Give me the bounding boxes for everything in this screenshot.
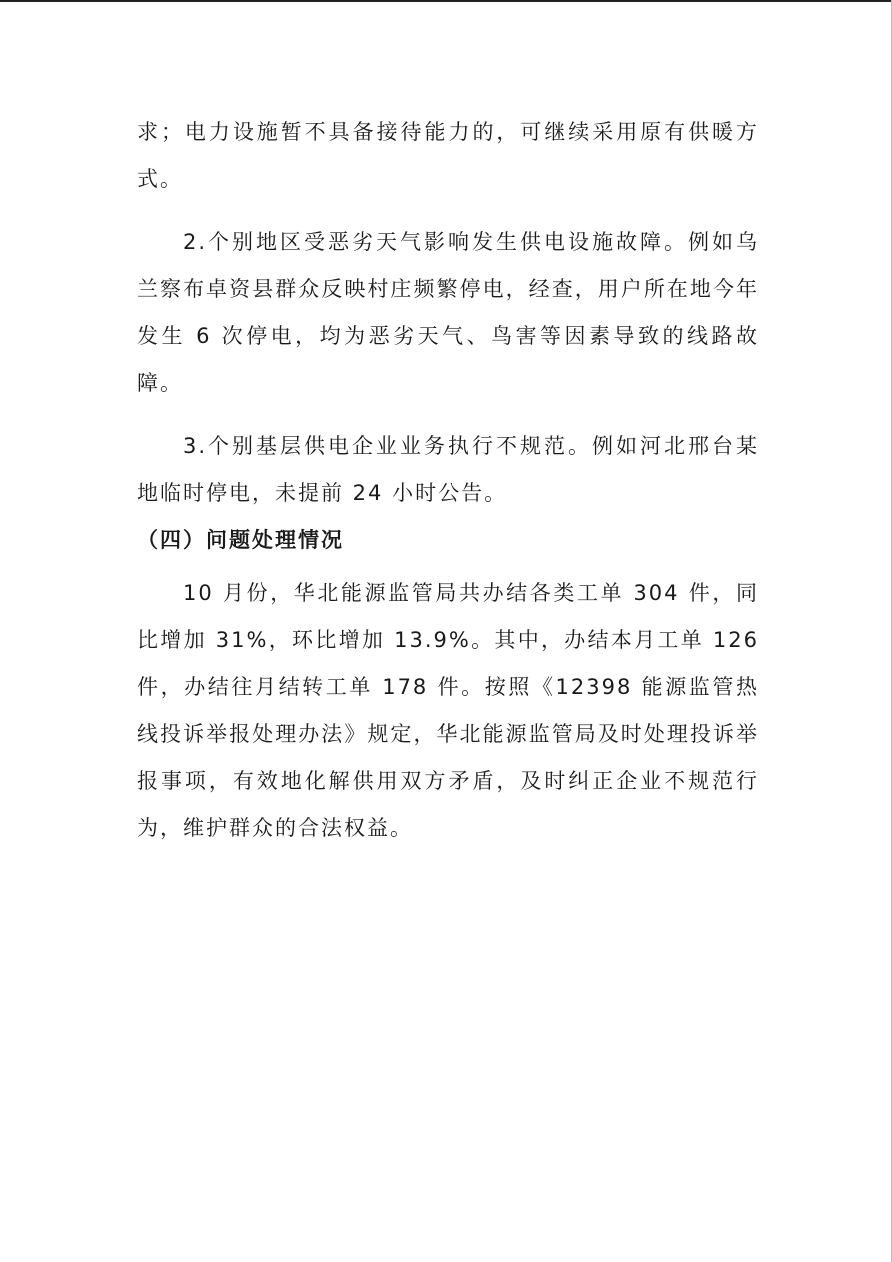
paragraph-summary: 10 月份，华北能源监管局共办结各类工单 304 件，同比增加 31%，环比增加 13.9%。其中，办结本月工单 126 件，办结往月结转工单 178 件。按照《12398 能源监管热线投诉举报处理办法》规定，华北能源监管局及时处理投诉举报事项，有效地化解供用双方矛盾，及时纠正企业不规范行为，维护群众的合法权益。 xyxy=(137,581,759,840)
paragraph-item-3: 3.个别基层供电企业业务执行不规范。例如河北邢台某地临时停电，未提前 24 小时公告。 xyxy=(137,434,759,505)
section-heading: （四）问题处理情况 xyxy=(137,528,344,552)
paragraph-continuation: 求；电力设施暂不具备接待能力的，可继续采用原有供暖方式。 xyxy=(137,120,759,191)
document-body xyxy=(137,109,759,868)
paragraph-item-2: 2.个别地区受恶劣天气影响发生供电设施故障。例如乌兰察布卓资县群众反映村庄频繁停电，经查，用户所在地今年发生 6 次停电，均为恶劣天气、鸟害等因素导致的线路故障。 xyxy=(137,230,759,395)
page-top-border xyxy=(0,0,892,2)
